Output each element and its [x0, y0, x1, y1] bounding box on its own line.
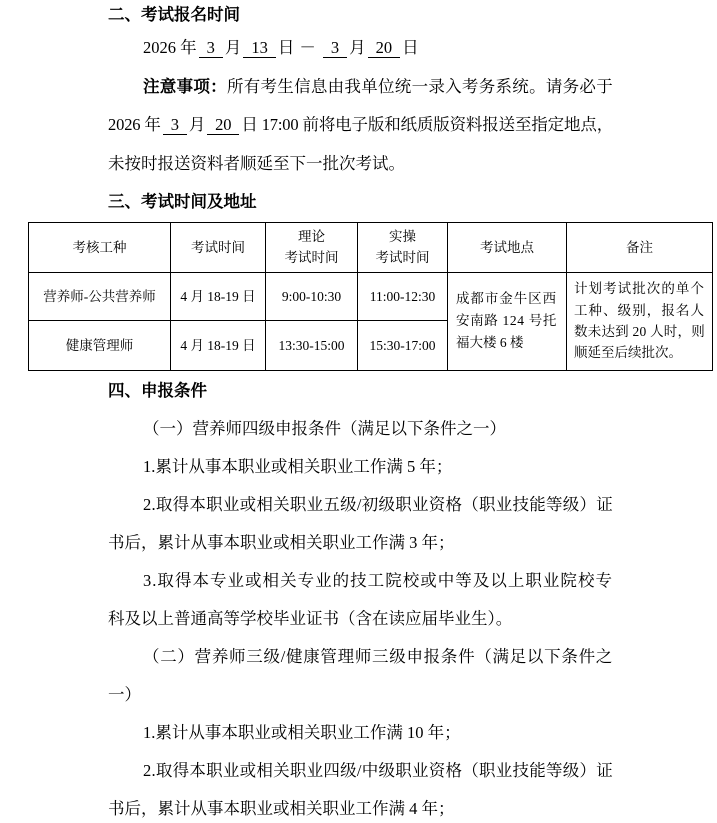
level4-title: [108, 410, 613, 448]
notice-text-2: [108, 106, 613, 145]
cell-practical-time: 11:00-12:30: [358, 272, 448, 320]
period-day-unit: 日: [402, 38, 419, 57]
level4-item-2: [108, 486, 613, 524]
period-end-day: 20: [368, 38, 401, 58]
header-theory-line-1: 理论: [298, 229, 325, 244]
remarks-line-text: 顺延至后续批次。: [574, 345, 682, 361]
notice-text-1: [143, 68, 613, 107]
period-start-month: 3: [199, 38, 223, 58]
level3-title-text: （二）营养师三级/健康管理师三级申报条件（满足以下条件之: [143, 647, 613, 666]
cell-remarks: [567, 272, 713, 370]
schedule-heading-line: [108, 183, 613, 222]
header-theory-line-2: 考试时间: [284, 250, 339, 265]
deadline-day: 20: [207, 115, 239, 135]
header-practical-time: [358, 222, 448, 272]
schedule-heading: 三、考试时间及地址: [108, 193, 257, 211]
header-occupation: 考核工种: [29, 222, 171, 272]
notice-line-2: [108, 106, 613, 145]
registration-period: [143, 29, 419, 68]
remarks-line-text: 计划考试批次的单个: [574, 281, 705, 297]
list-item: 1.累计从事本职业或相关职业工作满 5 年；: [143, 457, 453, 476]
location-line-text: 成都市金牛区西: [456, 291, 557, 306]
cell-occupation: 营养师-公共营养师: [29, 272, 171, 320]
cell-practical-time: 15:30-17:00: [358, 320, 448, 370]
level4-item-3-cont: [108, 600, 613, 638]
period-start-day: 13: [243, 38, 276, 58]
registration-period-line: [108, 29, 613, 68]
notice-body-2: 日 17:00 前将电子版和纸质版资料报送至指定地点，: [241, 115, 614, 134]
period-day-unit: 日: [277, 38, 295, 57]
level3-title: [108, 638, 613, 676]
cell-exam-date: 4 月 18-19 日: [171, 272, 266, 320]
schedule-table: [28, 222, 713, 371]
notice-line-3: [108, 145, 613, 184]
location-line-text: 福大楼 6 楼: [456, 335, 524, 350]
location-line: [456, 288, 557, 310]
remarks-line: [574, 278, 705, 299]
requirements-heading: 四、申报条件: [108, 382, 207, 400]
level4-item-3: [108, 562, 613, 600]
level3-title-cont: [108, 676, 613, 714]
list-item: 2.取得本职业或相关职业五级/初级职业资格（职业技能等级）证: [143, 495, 613, 514]
requirements-heading-line: [108, 372, 613, 410]
deadline-month-unit: 月: [188, 115, 206, 134]
period-separator: －: [299, 38, 316, 57]
table-header: [29, 222, 713, 272]
level4-item-1: [108, 448, 613, 486]
list-item: 1.累计从事本职业或相关职业工作满 10 年；: [143, 723, 461, 742]
registration-heading: 二、考试报名时间: [108, 6, 240, 24]
notice-label: 注意事项：: [143, 77, 227, 96]
level3-title-continuation: 一）: [108, 685, 141, 704]
table-row: [29, 272, 713, 320]
header-practical-line-1: 实操: [389, 229, 416, 244]
remarks-line: [574, 342, 705, 363]
remarks-line-text: 数未达到 20 人时，则: [574, 324, 705, 339]
location-line-text: 安南路 124 号托: [456, 313, 557, 328]
deadline-year: 2026 年: [108, 115, 161, 134]
list-item: 3.取得本专业或相关专业的技工院校或中等及以上职业院校专: [143, 571, 613, 590]
schedule-section: [0, 183, 717, 371]
notice-line-1: [108, 68, 613, 107]
requirements-section: [0, 372, 717, 823]
header-practical-line-2: 考试时间: [375, 250, 430, 265]
list-item-continuation: 书后，累计从事本职业或相关职业工作满 4 年；: [108, 799, 455, 818]
period-month-unit: 月: [224, 38, 242, 57]
list-item-continuation: 科及以上普通高等学校毕业证书（含在读应届毕业生）。: [108, 609, 513, 628]
period-year: 2026 年: [143, 38, 197, 57]
deadline-month: 3: [163, 115, 187, 135]
level3-item-2: [108, 752, 613, 790]
notice-body-1: 所有考生信息由我单位统一录入考务系统。请务必于: [226, 76, 614, 96]
header-theory-time: [266, 222, 358, 272]
level4-title-text: （一）营养师四级申报条件（满足以下条件之一）: [143, 419, 506, 438]
cell-theory-time: 13:30-15:00: [266, 320, 358, 370]
remarks-line-text: 工种、级别，报名人: [574, 302, 705, 318]
registration-heading-line: [108, 0, 613, 29]
level3-item-2-cont: [108, 790, 613, 823]
header-exam-date: 考试时间: [171, 222, 266, 272]
cell-exam-date: 4 月 18-19 日: [171, 320, 266, 370]
header-exam-location: 考试地点: [448, 222, 567, 272]
period-end-month: 3: [323, 38, 347, 58]
remarks-line: [574, 321, 705, 342]
cell-theory-time: 9:00-10:30: [266, 272, 358, 320]
location-line: [456, 332, 557, 354]
list-item: 2.取得本职业或相关职业四级/中级职业资格（职业技能等级）证: [143, 761, 613, 780]
notice-body-3: 未按时报送资料者顺延至下一批次考试。: [108, 153, 405, 173]
remarks-line: [574, 300, 705, 321]
cell-exam-location: [448, 272, 567, 370]
list-item-continuation: 书后，累计从事本职业或相关职业工作满 3 年；: [108, 533, 455, 552]
level3-item-1: [108, 714, 613, 752]
table-body: [29, 272, 713, 370]
cell-occupation: 健康管理师: [29, 320, 171, 370]
header-remarks: 备注: [567, 222, 713, 272]
level4-item-2-cont: [108, 524, 613, 562]
location-line: [456, 310, 557, 332]
table-header-row: [29, 222, 713, 272]
period-month-unit: 月: [349, 38, 366, 57]
registration-section: [0, 0, 717, 183]
